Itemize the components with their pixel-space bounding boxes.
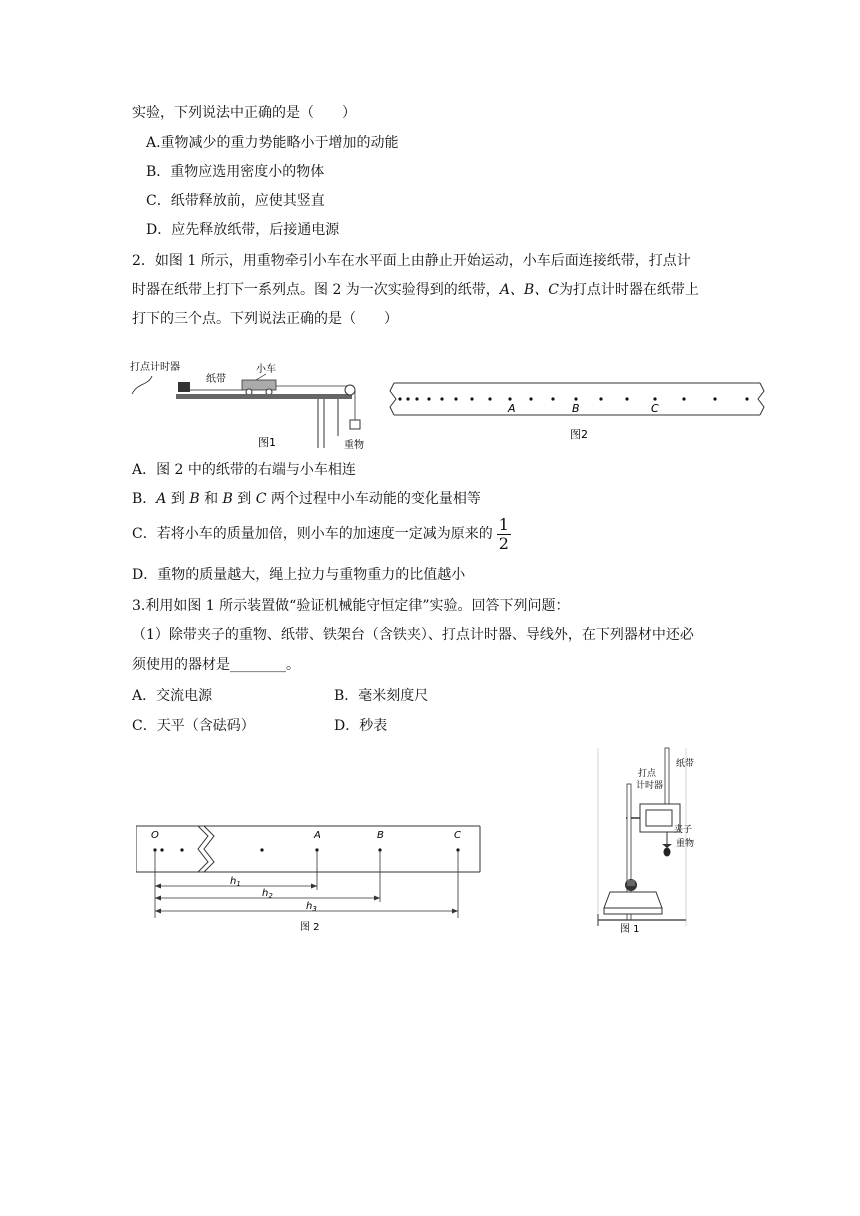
q3-fig1-timer-label-1: 打点 [638,769,657,779]
q3-fig2-h2: $h_2$ [262,888,273,900]
q2-figure-1 [128,356,378,458]
q1-stem: 实验，下列说法中正确的是（ ） [132,105,356,121]
q1-option-b: B．重物应选用密度小的物体 [146,164,325,180]
q3-stem: 3.利用如图 1 所示装置做“验证机械能守恒定律”实验。回答下列问题： [132,598,570,614]
q3-sub1-line1: （1）除带夹子的重物、纸带、铁架台（含铁夹）、打点计时器、导线外，在下列器材中还必 [132,627,694,643]
q2-fig1-weight-label: 重物 [344,440,364,451]
fraction-one-half: $\frac{1}{2}$ [498,514,509,553]
q3-fig1-tape-label: 纸带 [676,759,695,769]
q2-stem-line2: 时器在纸带上打下一系列点。图 2 为一次实验得到的纸带，A、B、C为打点计时器在纸带上 [132,282,699,298]
q3-option-b: B．毫米刻度尺 [334,688,429,704]
q3-fig1-timer-label-2: 计时器 [636,781,664,791]
q2-fig2-point-a: A [508,402,516,415]
q3-option-c: C．天平（含砝码） [132,718,255,734]
q3-fig2-h3: $h_3$ [306,901,317,913]
q3-figure-2 [136,822,482,934]
q3-sub1-line2: 须使用的器材是________。 [132,657,300,673]
q2-stem-line3: 打下的三个点。下列说法正确的是（ ） [132,311,398,327]
q3-fig2-label-b: B [377,830,384,841]
q2-stem-line1: 2．如图 1 所示，用重物牵引小车在水平面上由静止开始运动，小车后面连接纸带，打点计 [132,253,691,269]
q3-option-d: D．秒表 [334,718,388,734]
q3-option-a: A．交流电源 [132,688,213,704]
q1-option-a: A.重物减少的重力势能略小于增加的动能 [146,135,399,151]
q2-fig2-point-b: B [572,402,580,415]
q1-option-c: C．纸带释放前，应使其竖直 [146,193,325,209]
q3-fig2-label-c: C [454,830,461,841]
q2-fig2-point-c: C [651,402,659,415]
q2-fig1-cart-label: 小车 [256,364,276,375]
q3-fig2-caption: 图 2 [300,922,320,933]
q3-fig1-caption: 图 1 [620,924,640,935]
q3-fig2-label-o: O [151,830,159,841]
q2-fig1-tape-label: 纸带 [206,374,226,385]
q2-fig1-timer-label: 打点计时器 [130,362,180,373]
q1-option-d: D．应先释放纸带，后接通电源 [146,222,340,238]
q2-option-b: B．A 到 B 和 B 到 C 两个过程中小车动能的变化量相等 [132,491,481,507]
q2-fig2-caption: 图2 [570,428,588,441]
q2-option-c: C．若将小车的质量加倍，则小车的加速度一定减为原来的 $\frac{1}{2}$ [132,514,509,553]
q3-fig2-h1: $h_1$ [230,876,241,888]
q2-option-d: D．重物的质量越大，绳上拉力与重物重力的比值越小 [132,567,466,583]
q3-fig2-label-a: A [314,830,321,841]
q3-fig1-weight-label: 重物 [676,839,695,849]
q3-fig1-clip-label: 夹子 [674,825,693,835]
q3-figure-1 [596,744,730,936]
q2-fig1-caption: 图1 [258,436,276,449]
q2-option-a: A．图 2 中的纸带的右端与小车相连 [132,462,356,478]
q2-figure-2 [386,377,770,445]
